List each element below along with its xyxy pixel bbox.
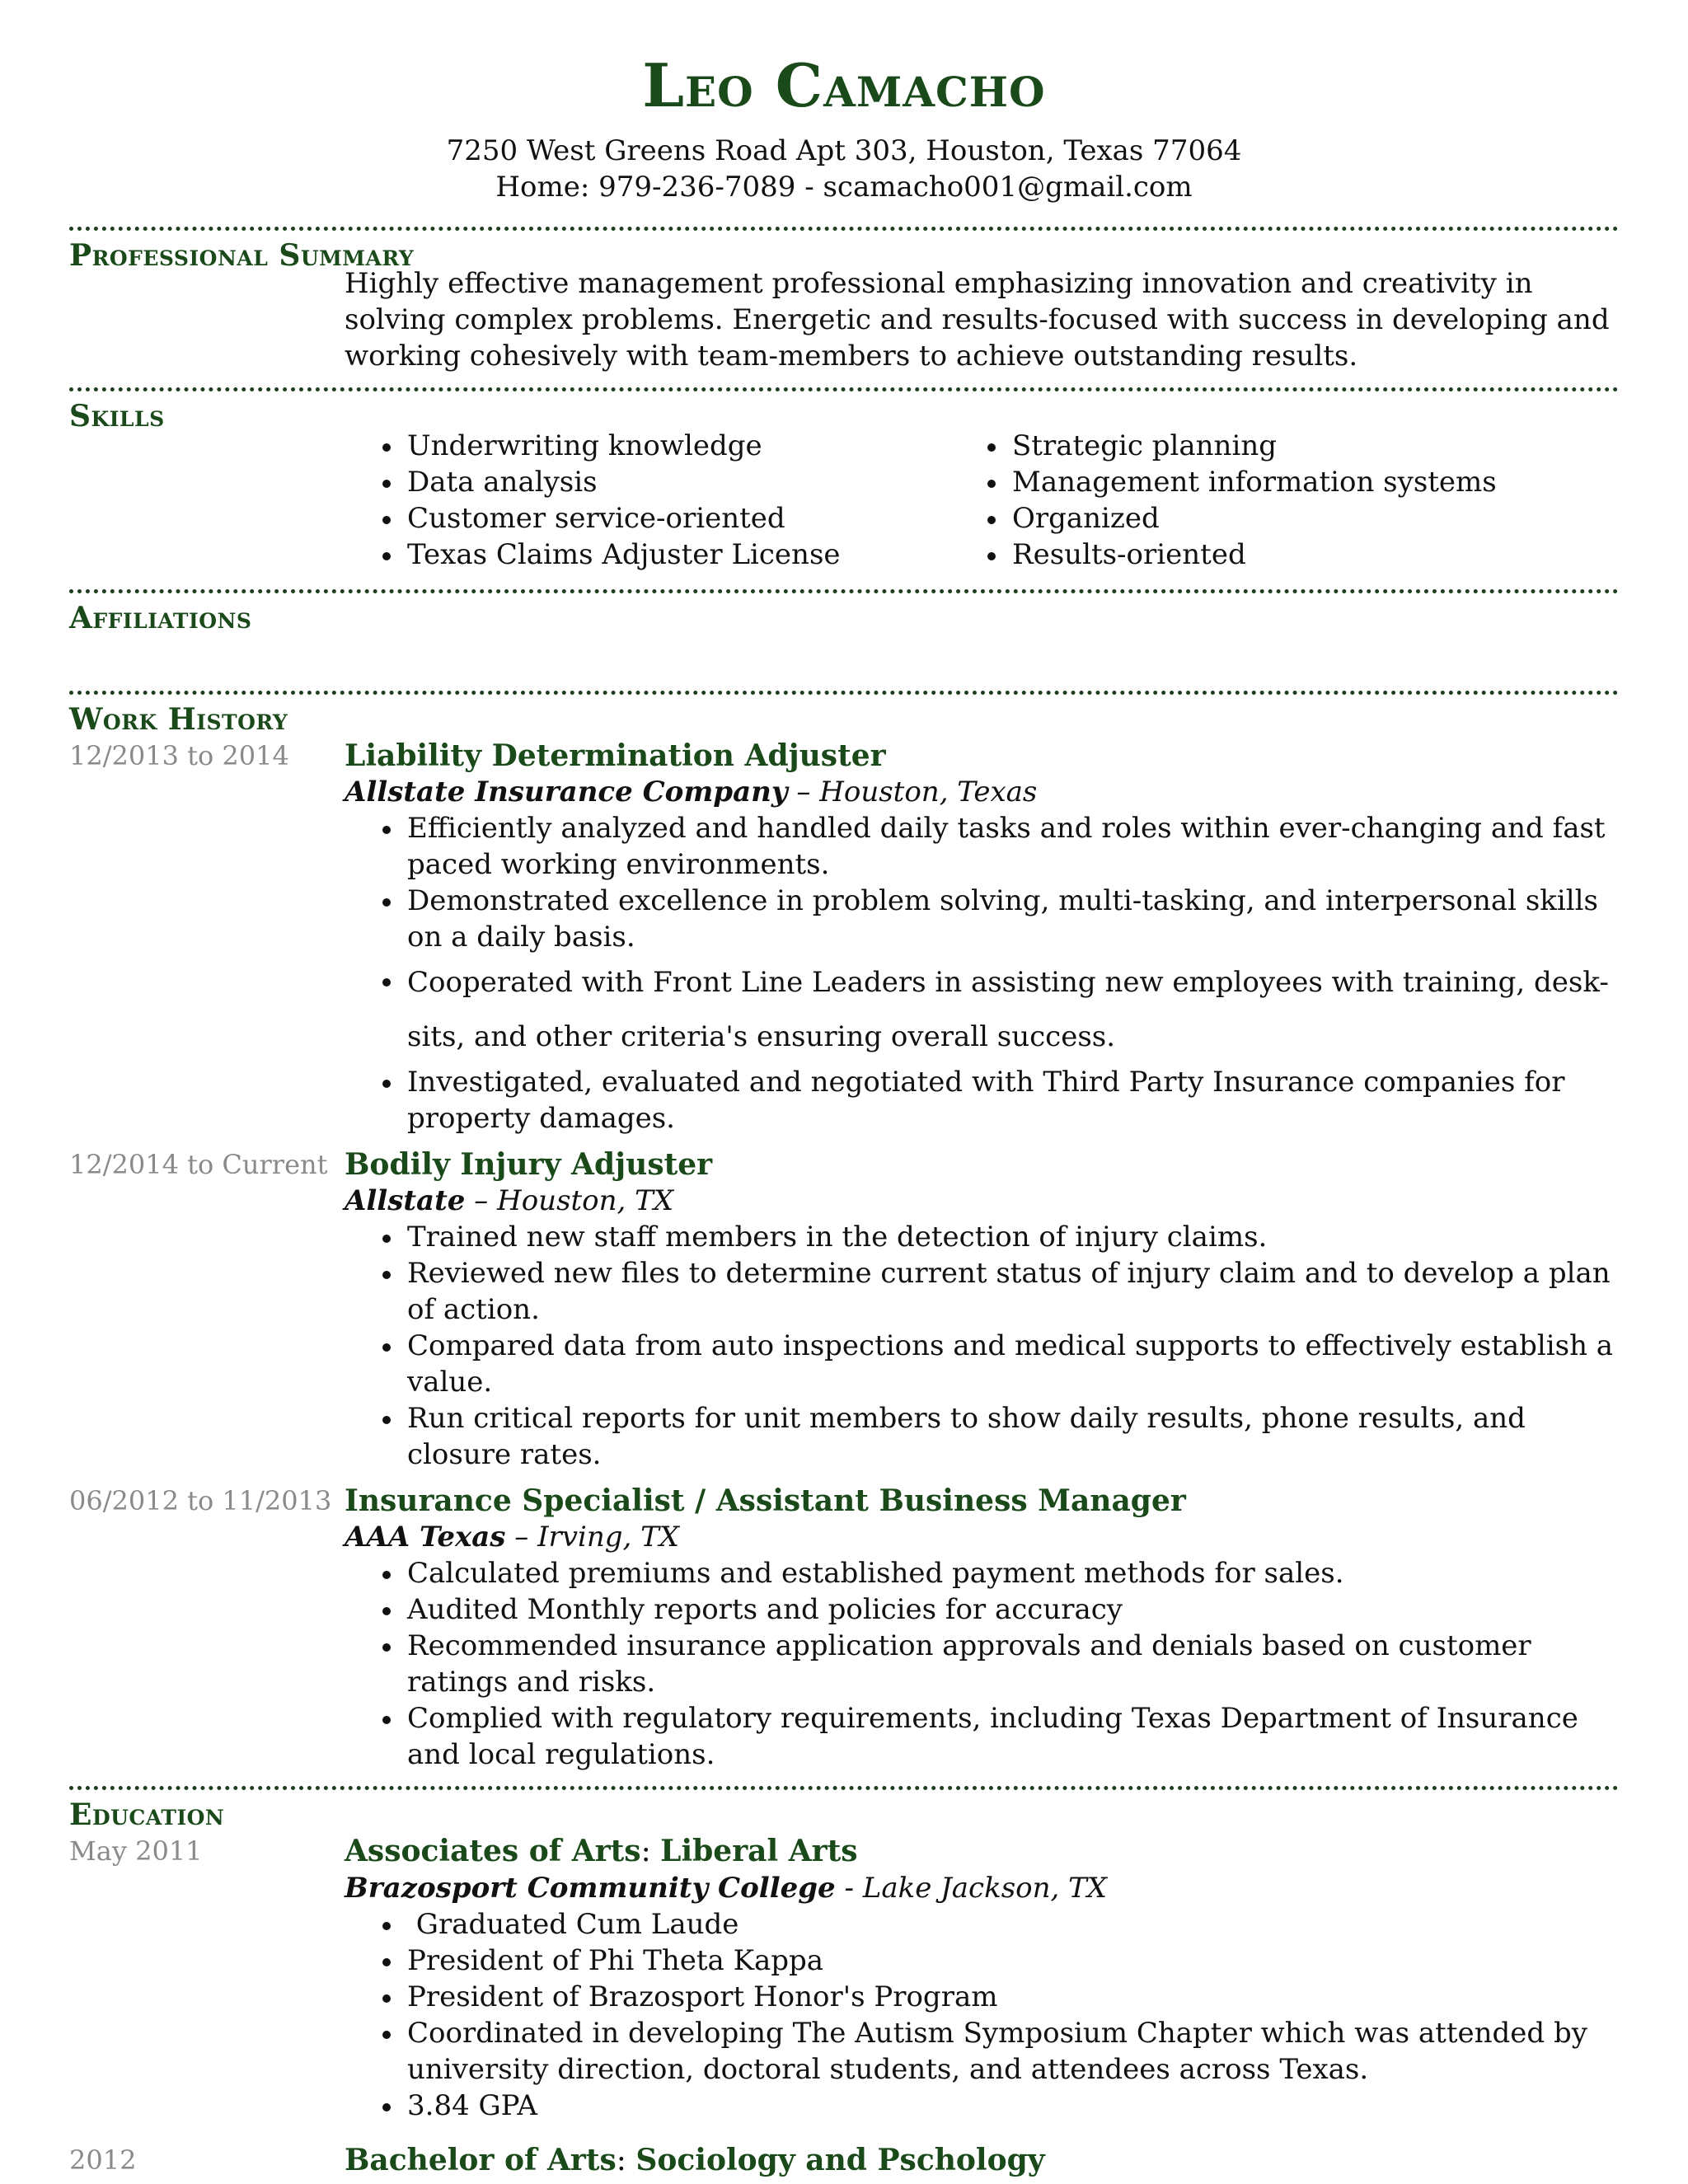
work-history-section (69, 695, 1619, 1773)
education-entry (69, 1833, 1619, 2124)
education-date: 2012 (69, 2144, 137, 2177)
job-company: Allstate Insurance Company (345, 776, 788, 809)
job-title: Bodily Injury Adjuster (345, 1147, 713, 1183)
job-bullet: Audited Monthly reports and policies for accuracy (407, 1591, 1619, 1628)
job-title: Insurance Specialist / Assistant Business Manager (345, 1483, 1186, 1519)
skills-column-right (979, 428, 1614, 573)
education-bullet: 3.84 GPA (407, 2088, 1619, 2124)
address-line: 7250 West Greens Road Apt 303, Houston, Texas 77064 (446, 134, 1242, 168)
section-title-education: Education (69, 1797, 225, 1833)
job-company-line (345, 1519, 1619, 1555)
job-bullet: Calculated premiums and established payment methods for sales. (407, 1555, 1619, 1591)
job-bullet: Recommended insurance application approvals and denials based on customer ratings and risks. (407, 1628, 1619, 1700)
section-title-affiliations: Affiliations (69, 601, 252, 636)
job-entry (69, 1483, 1619, 1773)
skill-item: Management information systems (1012, 464, 1614, 500)
skills-grid (345, 428, 1619, 573)
job-location: – Houston, Texas (787, 776, 1038, 809)
summary-text: Highly effective management professional emphasizing innovation and creativity in solving complex problems. Energetic and results-focused with success in developing and working cohesively with team-members to achieve outstanding results. (345, 267, 1610, 373)
summary-section (69, 231, 1619, 374)
degree: Bachelor of Arts (345, 2143, 617, 2178)
section-title-summary: Professional Summary (69, 238, 415, 274)
job-company-line (345, 1183, 1619, 1219)
affiliations-section (69, 593, 1619, 691)
skill-item: Results-oriented (1012, 537, 1614, 573)
education-section (69, 1790, 1619, 2179)
degree: Associates of Arts (345, 1834, 641, 1869)
school-name: Brazosport Community College (345, 1872, 836, 1905)
job-location: – Irving, TX (505, 1521, 679, 1554)
contact-block (69, 133, 1619, 205)
job-company: AAA Texas (345, 1521, 506, 1554)
job-bullet: Reviewed new files to determine current status of injury claim and to develop a plan of action. (407, 1255, 1619, 1328)
education-content (69, 1833, 1619, 2179)
skill-item: Customer service-oriented (407, 500, 979, 537)
skill-item: Strategic planning (1012, 428, 1614, 464)
phone-email-line: Home: 979-236-7089 - scamacho001@gmail.com (495, 171, 1193, 204)
job-entry (69, 738, 1619, 1137)
job-bullet: Complied with regulatory requirements, including Texas Department of Insurance and local regulations. (407, 1700, 1619, 1773)
skills-section (69, 391, 1619, 573)
work-history-content (69, 738, 1619, 1773)
job-bullet: Run critical reports for unit members to show daily results, phone results, and closure rates. (407, 1400, 1619, 1473)
job-company-line (345, 774, 1619, 810)
job-entry (69, 1146, 1619, 1473)
education-bullet: Graduated Cum Laude (407, 1906, 1619, 1943)
skill-item: Data analysis (407, 464, 979, 500)
job-title: Liability Determination Adjuster (345, 738, 886, 774)
section-title-skills: Skills (69, 399, 165, 434)
job-bullet: Trained new staff members in the detection of injury claims. (407, 1219, 1619, 1255)
job-bullet: Compared data from auto inspections and medical supports to effectively establish a value. (407, 1328, 1619, 1400)
job-company: Allstate (345, 1184, 466, 1218)
skill-item: Underwriting knowledge (407, 428, 979, 464)
education-date: May 2011 (69, 1835, 203, 1868)
field-of-study: Liberal Arts (660, 1834, 858, 1869)
job-bullet: Investigated, evaluated and negotiated with Third Party Insurance companies for property damages. (407, 1064, 1619, 1137)
job-bullet: Cooperated with Front Line Leaders in assisting new employees with training, desk-sits, and other criteria's ensuring overall success. (407, 955, 1619, 1064)
job-location: – Houston, TX (465, 1184, 674, 1218)
job-date: 06/2012 to 11/2013 (69, 1485, 332, 1517)
candidate-name: Leo Camacho (642, 50, 1046, 120)
school-line (345, 1870, 1619, 1906)
education-bullet: President of Brazosport Honor's Program (407, 1979, 1619, 2015)
job-date: 12/2013 to 2014 (69, 740, 289, 772)
education-bullet: Coordinated in developing The Autism Symposium Chapter which was attended by university direction, doctoral students, and attendees across Texas. (407, 2015, 1619, 2088)
resume-page (69, 0, 1619, 2179)
education-entry (69, 2142, 1619, 2179)
job-bullet: Efficiently analyzed and handled daily tasks and roles within ever-changing and fast paced working environments. (407, 810, 1619, 883)
school-location: - Lake Jackson, TX (835, 1872, 1108, 1905)
field-of-study: Sociology and Pschology (635, 2143, 1045, 2178)
job-date: 12/2014 to Current (69, 1149, 328, 1181)
job-bullet: Demonstrated excellence in problem solving, multi-tasking, and interpersonal skills on a daily basis. (407, 883, 1619, 955)
skill-item: Organized (1012, 500, 1614, 537)
skill-item: Texas Claims Adjuster License (407, 537, 979, 573)
education-bullet: President of Phi Theta Kappa (407, 1943, 1619, 1979)
skills-column-left (345, 428, 979, 573)
degree-line: Associates of Arts: Liberal Arts (345, 1834, 858, 1869)
section-title-work-history: Work History (69, 702, 288, 738)
degree-line: Bachelor of Arts: Sociology and Pschology (345, 2143, 1045, 2178)
